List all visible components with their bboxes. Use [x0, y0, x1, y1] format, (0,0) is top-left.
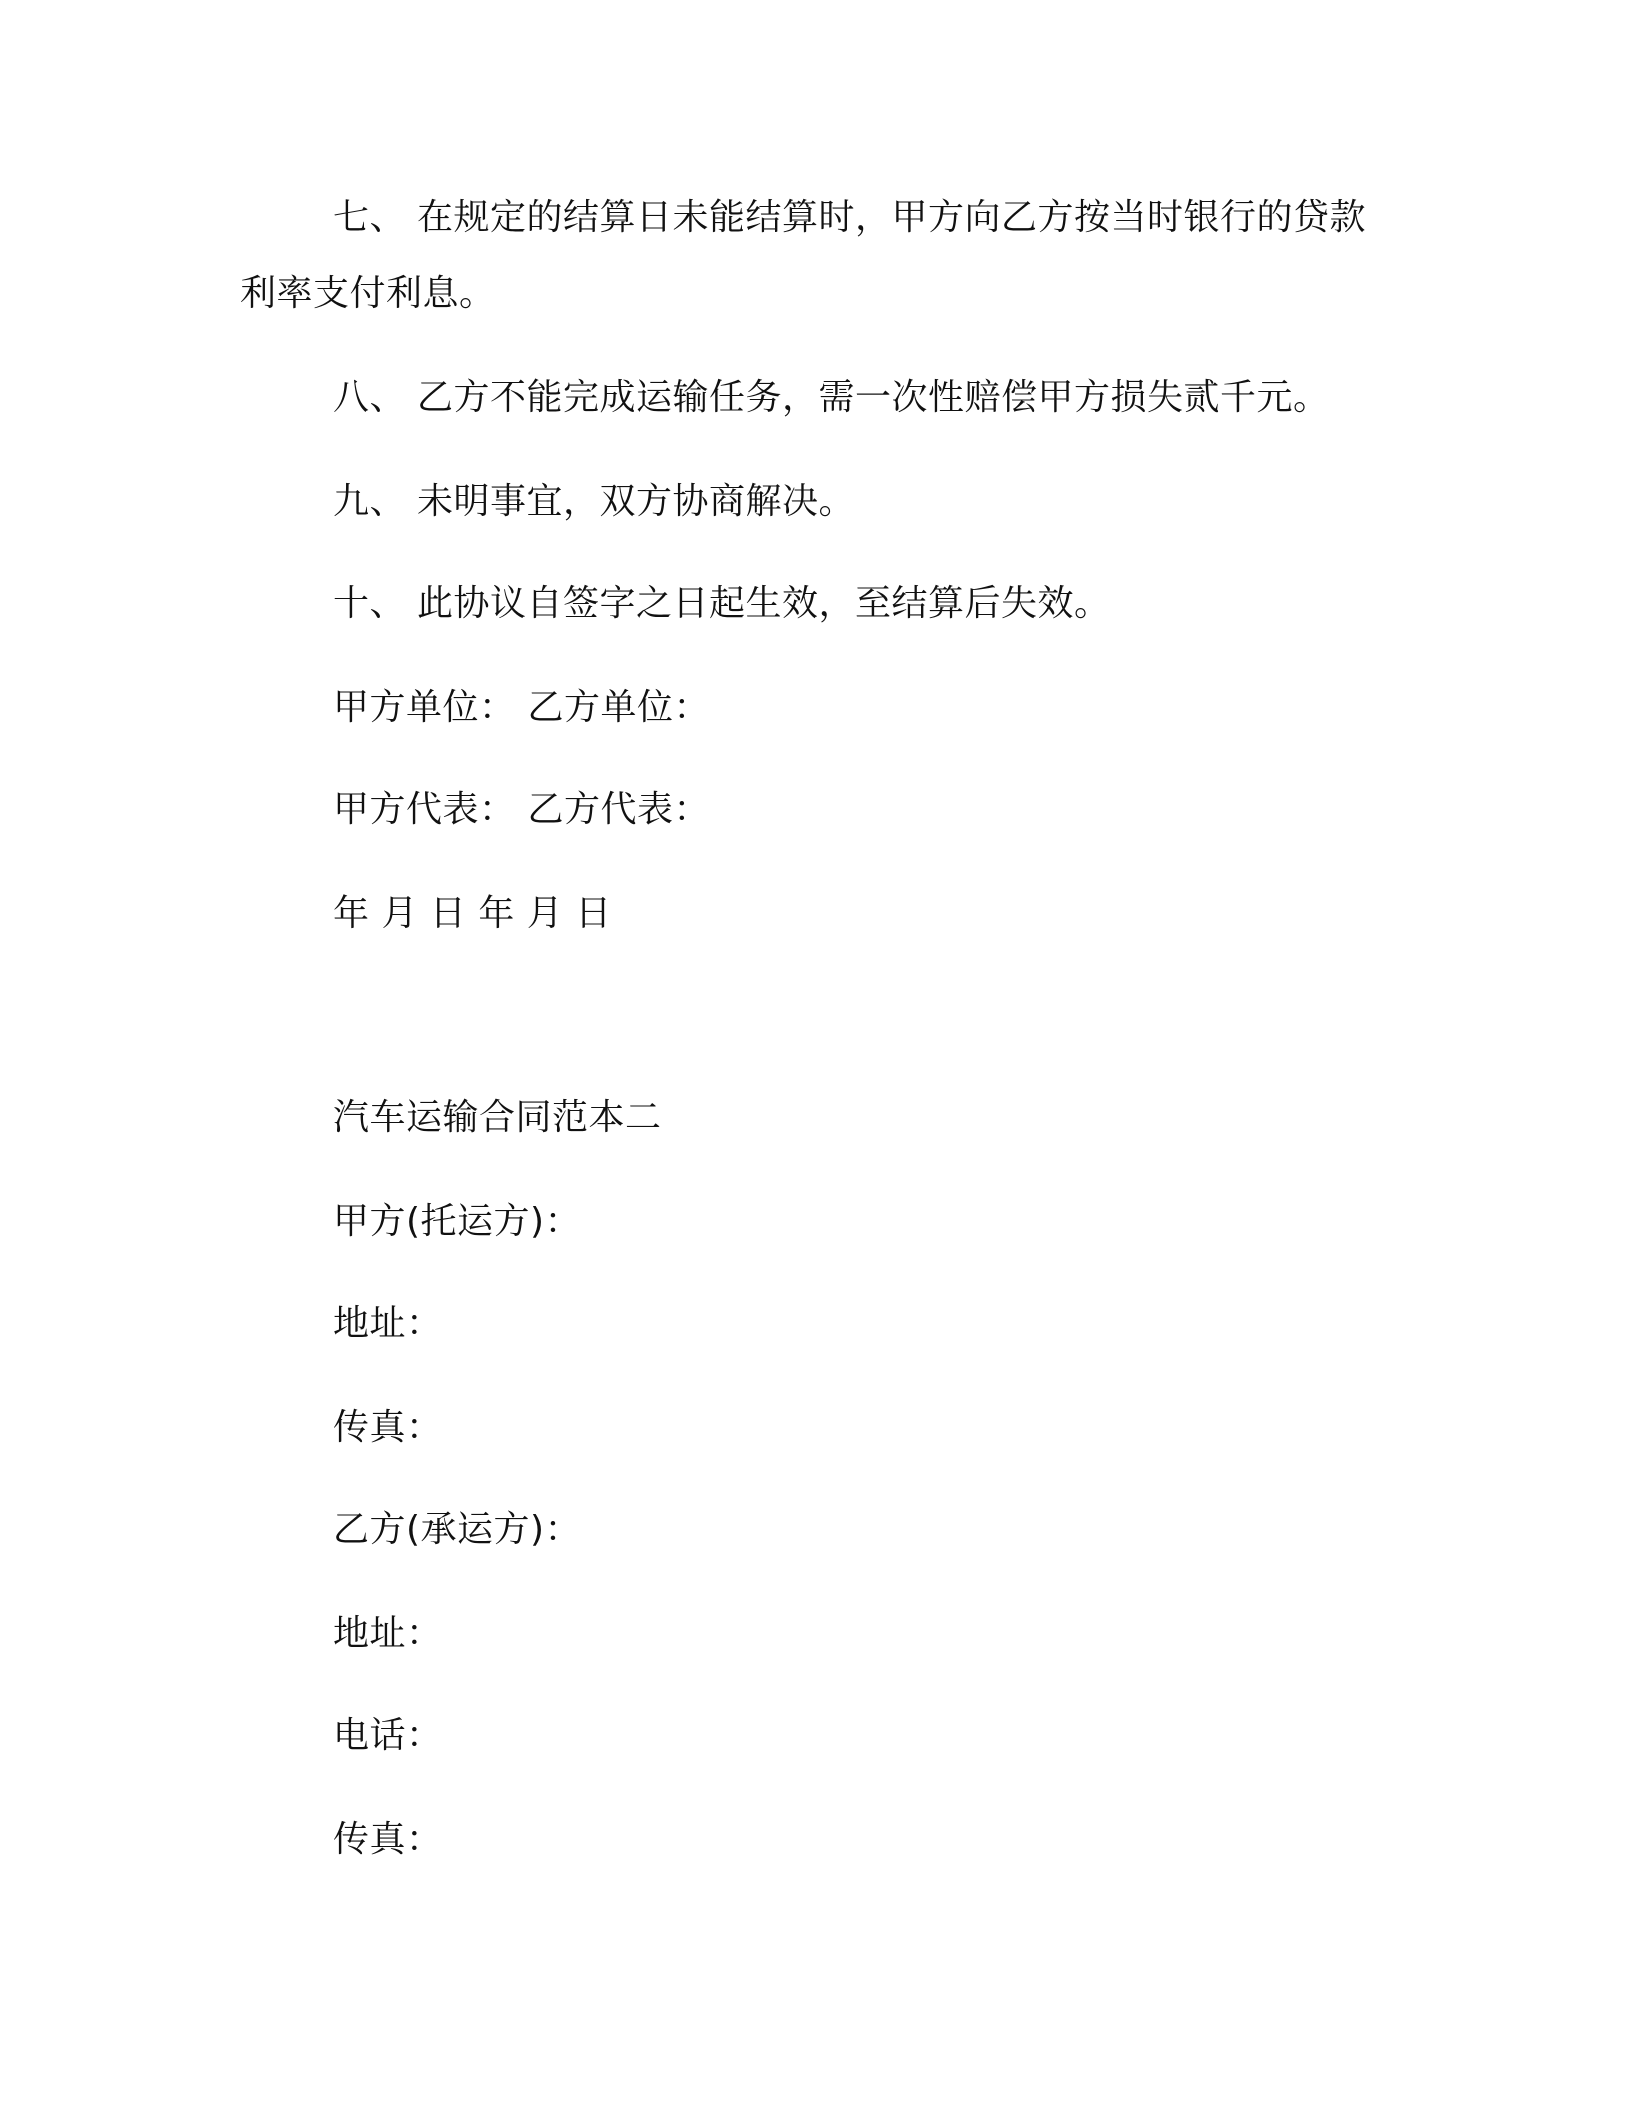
field-address: 地址： — [333, 1613, 443, 1654]
field-consignor: 甲方(托运方)： — [333, 1201, 582, 1242]
clause-text: 乙方不能完成运输任务，需一次性赔偿甲方损失贰千元。 — [417, 377, 1330, 418]
section-title: 汽车运输合同范本二 — [333, 1097, 662, 1138]
signature-units: 甲方单位： 乙方单位： — [333, 687, 710, 728]
clause-number: 八、 — [333, 377, 407, 418]
clause-number: 十、 — [333, 583, 407, 624]
field-address: 地址： — [333, 1303, 443, 1344]
clause-text: 在规定的结算日未能结算时，甲方向乙方按当时银行的贷款 — [417, 197, 1367, 238]
clause-7-continuation: 利率支付利息。 — [240, 273, 496, 314]
clause-number: 九、 — [333, 481, 407, 522]
field-phone: 电话： — [333, 1715, 443, 1756]
clause-9 — [333, 480, 855, 524]
field-carrier: 乙方(承运方)： — [333, 1509, 582, 1550]
clause-7 — [333, 196, 1366, 240]
signature-dates: 年 月 日 年 月 日 — [333, 893, 612, 934]
clause-number: 七、 — [333, 197, 407, 238]
clause-10 — [333, 582, 1111, 626]
clause-text: 未明事宜，双方协商解决。 — [417, 481, 856, 522]
field-fax: 传真： — [333, 1407, 443, 1448]
clause-text: 此协议自签字之日起生效，至结算后失效。 — [417, 583, 1111, 624]
field-fax: 传真： — [333, 1819, 443, 1860]
clause-8 — [333, 376, 1330, 420]
signature-representatives: 甲方代表： 乙方代表： — [333, 789, 710, 830]
